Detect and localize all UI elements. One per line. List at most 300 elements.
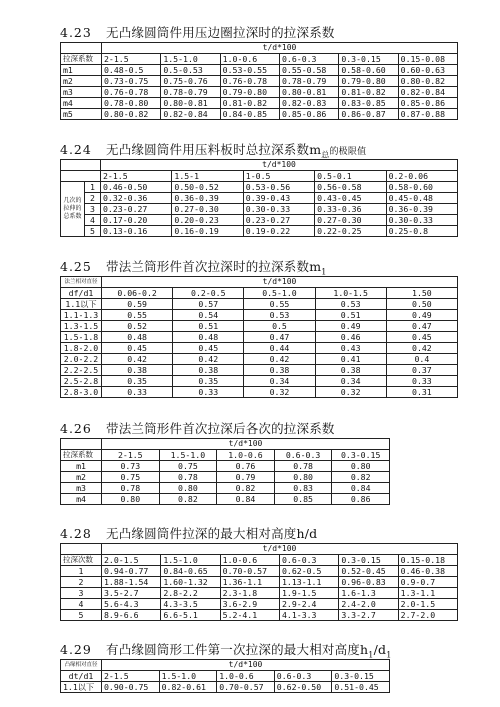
table-cell: 4.1-3.3	[279, 610, 338, 621]
column-header: 0.15-0.08	[398, 54, 457, 65]
table-cell: 1.6-1.3	[339, 588, 398, 599]
table-cell: 0.25-0.8	[386, 226, 457, 237]
table-cell: 0.62-0.5	[279, 566, 338, 577]
row-label-header: df/d1	[61, 288, 102, 299]
section-title	[60, 141, 458, 159]
section-title-text: 无凸缘圆筒件用压料板时总拉深系数m	[106, 142, 322, 157]
table-cell: 1.9-1.5	[279, 588, 338, 599]
table-cell: 0.80	[274, 472, 332, 483]
table-cell: 0.39-0.43	[243, 193, 314, 204]
table-cell: 0.78	[102, 483, 160, 494]
row-label: 1.1-1.3	[61, 310, 102, 321]
section-4-28	[60, 525, 458, 621]
column-header: 0.3-0.15	[339, 555, 398, 566]
table-cell: 0.83	[274, 483, 332, 494]
table-cell: 0.73-0.75	[102, 76, 161, 87]
table-cell: 0.81-0.82	[220, 98, 279, 109]
column-header: 1.0-0.6	[217, 450, 275, 461]
table-cell: 1.88-1.54	[102, 577, 161, 588]
column-group-header: t/d*100	[101, 160, 458, 171]
table-cell: 4.3-3.5	[161, 599, 220, 610]
table-cell: 0.78-0.80	[102, 98, 161, 109]
column-group-header: t/d*100	[102, 660, 390, 671]
column-header: 0.06-0.2	[102, 288, 173, 299]
table-row	[61, 354, 458, 365]
table-4-28	[60, 543, 458, 621]
row-label: m5	[61, 109, 102, 120]
row-label-header: 拉深系数	[61, 450, 102, 461]
table-cell: 0.45	[102, 343, 173, 354]
table-cell: 0.43	[315, 343, 386, 354]
section-number: 4.29	[60, 642, 92, 657]
section-title	[60, 258, 458, 276]
table-cell: 0.86-0.87	[339, 109, 398, 120]
table-cell: 0.80	[332, 461, 390, 472]
table-cell: 0.75	[159, 461, 217, 472]
table-cell: 0.94-0.77	[102, 566, 161, 577]
section-title-text: 带法兰筒形件首次拉深后各次的拉深系数	[106, 421, 335, 436]
table-cell: 0.51-0.45	[332, 682, 390, 693]
table-cell: 0.33	[386, 376, 457, 387]
header-row	[61, 450, 390, 461]
table-row	[61, 387, 458, 398]
table-row	[61, 321, 458, 332]
table-row	[61, 226, 458, 237]
table-cell: 0.30-0.33	[386, 215, 457, 226]
table-cell: 0.42	[244, 354, 315, 365]
table-cell: 0.55-0.58	[279, 65, 338, 76]
table-cell: 2.7-2.0	[398, 610, 457, 621]
table-cell: 0.78	[159, 472, 217, 483]
table-cell: 0.52	[102, 321, 173, 332]
table-cell: 0.57	[173, 299, 244, 310]
table-row	[61, 682, 390, 693]
table-row	[61, 299, 458, 310]
table-cell: 0.76-0.78	[102, 87, 161, 98]
table-cell: 0.36-0.39	[172, 193, 243, 204]
table-cell: 0.79-0.80	[220, 87, 279, 98]
section-title-text: 无凸缘圆筒件拉深的最大相对高度h/d	[106, 526, 318, 541]
table-cell: 0.52-0.45	[339, 566, 398, 577]
column-header: 0.3-0.15	[332, 450, 390, 461]
table-cell: 0.75	[102, 472, 160, 483]
row-label: 1.1以下	[61, 299, 102, 310]
table-row	[61, 599, 458, 610]
row-label: 1	[85, 182, 101, 193]
column-header: 2-1.5	[102, 671, 160, 682]
table-cell: 0.76-0.78	[220, 76, 279, 87]
table-cell: 0.82-0.83	[279, 98, 338, 109]
row-label: 2.5-2.8	[61, 376, 102, 387]
table-cell: 0.38	[315, 365, 386, 376]
table-cell: 2.9-2.4	[279, 599, 338, 610]
table-cell: 6.6-5.1	[161, 610, 220, 621]
header-row	[61, 671, 390, 682]
table-cell: 0.47	[386, 321, 457, 332]
table-row	[61, 215, 458, 226]
row-label: 2	[85, 193, 101, 204]
table-cell: 0.85	[274, 494, 332, 505]
table-cell: 0.54	[173, 310, 244, 321]
table-cell: 1.3-1.1	[398, 588, 457, 599]
table-cell: 0.90-0.75	[102, 682, 160, 693]
table-cell: 0.42	[102, 354, 173, 365]
table-cell: 0.42	[386, 343, 457, 354]
table-cell: 0.60-0.63	[398, 65, 457, 76]
row-label: 1.3-1.5	[61, 321, 102, 332]
table-cell: 0.22-0.25	[315, 226, 386, 237]
table-cell: 3.6-2.9	[220, 599, 279, 610]
table-cell: 0.43-0.45	[315, 193, 386, 204]
table-cell: 0.50	[386, 299, 457, 310]
table-cell: 0.79	[217, 472, 275, 483]
table-row	[61, 588, 458, 599]
section-4-24	[60, 141, 458, 237]
table-cell: 0.49	[386, 310, 457, 321]
table-4-25	[60, 276, 458, 398]
table-cell: 0.20-0.23	[172, 215, 243, 226]
row-label: m1	[61, 65, 102, 76]
table-4-24	[60, 159, 458, 237]
column-header: 0.3-0.15	[332, 671, 390, 682]
table-cell: 0.80-0.81	[279, 87, 338, 98]
column-header: 1.5-1.0	[159, 671, 217, 682]
title-subscript: 1	[368, 650, 374, 659]
section-number: 4.28	[60, 526, 92, 541]
table-cell: 0.82-0.84	[398, 87, 457, 98]
row-label: 1.8-2.0	[61, 343, 102, 354]
table-cell: 0.79-0.80	[339, 76, 398, 87]
table-row	[61, 332, 458, 343]
column-header: 1.5-1.0	[159, 450, 217, 461]
header-row	[61, 555, 458, 566]
column-header: 1.5-1.0	[161, 54, 220, 65]
table-row	[61, 365, 458, 376]
section-title-text: 有凸缘圆筒形工件第一次拉深的最大相对高度h	[106, 642, 369, 657]
table-row	[61, 577, 458, 588]
table-cell: 0.35	[173, 376, 244, 387]
table-row	[61, 182, 458, 193]
row-label: m1	[61, 461, 102, 472]
table-cell: 0.51	[315, 310, 386, 321]
table-cell: 0.35	[102, 376, 173, 387]
section-4-23	[60, 24, 458, 120]
row-label-header: dt/d1	[61, 671, 102, 682]
section-title-text: 无凸缘圆筒件用压边圈拉深时的拉深系数	[106, 25, 335, 40]
row-label: 2.0-2.2	[61, 354, 102, 365]
row-label: 3	[61, 588, 102, 599]
header-row	[61, 171, 458, 182]
table-4-26	[60, 438, 390, 505]
table-cell: 0.62-0.50	[274, 682, 332, 693]
table-cell: 3.3-2.7	[339, 610, 398, 621]
table-cell: 0.23-0.27	[101, 204, 172, 215]
table-cell: 0.33-0.36	[315, 204, 386, 215]
column-header: 1.0-0.6	[220, 555, 279, 566]
table-cell: 0.58-0.60	[386, 182, 457, 193]
section-title	[60, 420, 458, 438]
row-label: 1.1以下	[61, 682, 102, 693]
table-cell: 0.23-0.27	[243, 215, 314, 226]
table-cell: 0.84-0.65	[161, 566, 220, 577]
column-header: 1.50	[386, 288, 457, 299]
column-header: 2.0-1.5	[102, 555, 161, 566]
table-cell: 0.76	[217, 461, 275, 472]
table-cell: 0.83-0.85	[339, 98, 398, 109]
table-cell: 0.33	[173, 387, 244, 398]
table-cell: 0.55	[102, 310, 173, 321]
table-row	[61, 109, 458, 120]
column-group-header: t/d*100	[102, 439, 390, 450]
table-cell: 0.78-0.79	[279, 76, 338, 87]
table-row	[61, 566, 458, 577]
table-cell: 0.80-0.81	[161, 98, 220, 109]
section-number: 4.25	[60, 259, 92, 274]
row-label: 5	[85, 226, 101, 237]
table-cell: 0.48	[102, 332, 173, 343]
table-cell: 0.34	[244, 376, 315, 387]
table-cell: 0.38	[244, 365, 315, 376]
column-header: 1.0-0.6	[220, 54, 279, 65]
row-label: 3	[85, 204, 101, 215]
row-label: 1.5-1.8	[61, 332, 102, 343]
column-header: 0.2-0.5	[173, 288, 244, 299]
table-cell: 0.53-0.55	[220, 65, 279, 76]
table-cell: 0.32	[315, 387, 386, 398]
table-cell: 0.47	[244, 332, 315, 343]
table-cell: 0.38	[173, 365, 244, 376]
table-cell: 0.86	[332, 494, 390, 505]
column-header: 0.15-0.18	[398, 555, 457, 566]
table-cell: 0.85-0.86	[279, 109, 338, 120]
table-cell: 0.78-0.79	[161, 87, 220, 98]
column-header: 1.0-0.6	[217, 671, 275, 682]
table-cell: 0.75-0.76	[161, 76, 220, 87]
column-group-header: t/d*100	[102, 277, 458, 288]
column-header: 0.5-1.0	[244, 288, 315, 299]
table-cell: 0.82	[217, 483, 275, 494]
column-header: 0.2-0.06	[386, 171, 457, 182]
table-cell: 0.48-0.5	[102, 65, 161, 76]
table-cell: 0.87-0.88	[398, 109, 457, 120]
table-cell: 0.46-0.38	[398, 566, 457, 577]
table-row	[61, 376, 458, 387]
section-title	[60, 24, 458, 42]
column-header: 0.6-0.3	[279, 555, 338, 566]
table-row	[61, 76, 458, 87]
table-cell: 3.5-2.7	[102, 588, 161, 599]
row-label: 1	[61, 566, 102, 577]
table-cell: 5.6-4.3	[102, 599, 161, 610]
table-cell: 1.60-1.32	[161, 577, 220, 588]
row-label-header: 拉深次数	[61, 555, 102, 566]
table-cell: 0.31	[386, 387, 457, 398]
table-row	[61, 610, 458, 621]
table-cell: 0.46-0.50	[101, 182, 172, 193]
column-header: 1-0.5	[243, 171, 314, 182]
table-cell: 0.80-0.82	[398, 76, 457, 87]
row-label: 4	[85, 215, 101, 226]
table-cell: 0.45	[386, 332, 457, 343]
table-cell: 2.8-2.2	[161, 588, 220, 599]
table-cell: 0.49	[315, 321, 386, 332]
table-row	[61, 204, 458, 215]
column-header: 1.5-1	[172, 171, 243, 182]
title-tail: /d	[373, 642, 387, 657]
table-cell: 0.73	[102, 461, 160, 472]
table-row	[61, 472, 390, 483]
row-label: m2	[61, 472, 102, 483]
column-header: 0.3-0.15	[339, 54, 398, 65]
table-cell: 0.27-0.30	[315, 215, 386, 226]
table-row	[61, 65, 458, 76]
column-header: 1.0-1.5	[315, 288, 386, 299]
row-label: m3	[61, 87, 102, 98]
table-cell: 1.13-1.1	[279, 577, 338, 588]
table-cell: 0.96-0.83	[339, 577, 398, 588]
column-header: 0.5-0.1	[315, 171, 386, 182]
table-cell: 0.33	[102, 387, 173, 398]
table-cell: 0.30-0.33	[243, 204, 314, 215]
column-header: 0.6-0.3	[279, 54, 338, 65]
table-cell: 0.80	[102, 494, 160, 505]
table-cell: 0.78	[274, 461, 332, 472]
table-row	[61, 193, 458, 204]
column-header: 0.6-0.3	[274, 450, 332, 461]
section-title	[60, 525, 458, 543]
section-number: 4.24	[60, 142, 92, 157]
row-label: m4	[61, 494, 102, 505]
table-cell: 0.38	[102, 365, 173, 376]
side-label: 几次的拉伸的总系数	[61, 182, 85, 237]
table-cell: 1.36-1.1	[220, 577, 279, 588]
column-header: 2-1.5	[102, 54, 161, 65]
title-tail: 的极限值	[329, 147, 367, 157]
table-cell: 0.27-0.30	[172, 204, 243, 215]
row-label: 2.2-2.5	[61, 365, 102, 376]
corner-label: 凸缘相对直径	[61, 660, 102, 671]
section-number: 4.23	[60, 25, 92, 40]
column-group-header: t/d*100	[102, 43, 458, 54]
table-cell: 2.0-1.5	[398, 599, 457, 610]
table-cell: 0.5	[244, 321, 315, 332]
title-tail-subscript: 1	[386, 650, 392, 659]
section-title	[60, 641, 458, 659]
corner-label: 法兰相对直径	[61, 277, 102, 288]
header-row	[61, 288, 458, 299]
table-cell: 2.4-2.0	[339, 599, 398, 610]
table-row	[61, 483, 390, 494]
table-cell: 0.81-0.82	[339, 87, 398, 98]
table-cell: 0.82-0.84	[161, 109, 220, 120]
table-row	[61, 98, 458, 109]
table-row	[61, 494, 390, 505]
table-cell: 0.45-0.48	[386, 193, 457, 204]
table-row	[61, 87, 458, 98]
table-cell: 0.17-0.20	[101, 215, 172, 226]
table-4-23	[60, 42, 458, 120]
title-subscript: 总	[321, 150, 330, 159]
row-label: 5	[61, 610, 102, 621]
table-row	[61, 310, 458, 321]
table-cell: 0.56-0.58	[315, 182, 386, 193]
table-cell: 0.58-0.60	[339, 65, 398, 76]
row-label: 4	[61, 599, 102, 610]
table-cell: 5.2-4.1	[220, 610, 279, 621]
table-cell: 0.59	[102, 299, 173, 310]
row-label: m2	[61, 76, 102, 87]
table-4-29	[60, 659, 390, 693]
table-cell: 0.44	[244, 343, 315, 354]
table-cell: 2.3-1.8	[220, 588, 279, 599]
table-cell: 0.70-0.57	[217, 682, 275, 693]
table-cell: 0.80	[159, 483, 217, 494]
header-row	[61, 54, 458, 65]
table-cell: 0.70-0.57	[220, 566, 279, 577]
table-cell: 8.9-6.6	[102, 610, 161, 621]
section-4-29	[60, 641, 458, 693]
column-header: 2-1.5	[101, 171, 172, 182]
table-cell: 0.32-0.36	[101, 193, 172, 204]
section-number: 4.26	[60, 421, 92, 436]
column-header: 2-1.5	[102, 450, 160, 461]
table-cell: 0.46	[315, 332, 386, 343]
table-cell: 0.53	[244, 310, 315, 321]
table-cell: 0.41	[315, 354, 386, 365]
table-cell: 0.42	[173, 354, 244, 365]
row-label: m3	[61, 483, 102, 494]
table-cell: 0.13-0.16	[101, 226, 172, 237]
table-cell: 0.50-0.52	[172, 182, 243, 193]
table-cell: 0.32	[244, 387, 315, 398]
table-cell: 0.16-0.19	[172, 226, 243, 237]
row-label: 2.8-3.0	[61, 387, 102, 398]
table-cell: 0.48	[173, 332, 244, 343]
table-cell: 0.37	[386, 365, 457, 376]
title-subscript: 1	[321, 267, 327, 276]
table-cell: 0.55	[244, 299, 315, 310]
table-cell: 0.80-0.82	[102, 109, 161, 120]
table-cell: 0.34	[315, 376, 386, 387]
column-header: 0.6-0.3	[274, 671, 332, 682]
table-cell: 0.53-0.56	[243, 182, 314, 193]
table-cell: 0.36-0.39	[386, 204, 457, 215]
table-cell: 0.4	[386, 354, 457, 365]
table-cell: 0.53	[315, 299, 386, 310]
row-label-header: 拉深系数	[61, 54, 102, 65]
row-label: m4	[61, 98, 102, 109]
section-4-25	[60, 258, 458, 398]
table-cell: 0.82	[332, 472, 390, 483]
table-cell: 0.19-0.22	[243, 226, 314, 237]
row-label: 2	[61, 577, 102, 588]
section-4-26	[60, 420, 458, 505]
section-title-text: 带法兰筒形件首次拉深时的拉深系数m	[106, 259, 322, 274]
table-cell: 0.84-0.85	[220, 109, 279, 120]
table-cell: 0.84	[332, 483, 390, 494]
table-row	[61, 343, 458, 354]
table-cell: 0.5-0.53	[161, 65, 220, 76]
column-header: 1.5-1.0	[161, 555, 220, 566]
table-cell: 0.82-0.61	[159, 682, 217, 693]
table-cell: 0.45	[173, 343, 244, 354]
table-cell: 0.51	[173, 321, 244, 332]
table-cell: 0.82	[159, 494, 217, 505]
table-cell: 0.9-0.7	[398, 577, 457, 588]
table-row	[61, 461, 390, 472]
table-cell: 0.85-0.86	[398, 98, 457, 109]
table-cell: 0.84	[217, 494, 275, 505]
